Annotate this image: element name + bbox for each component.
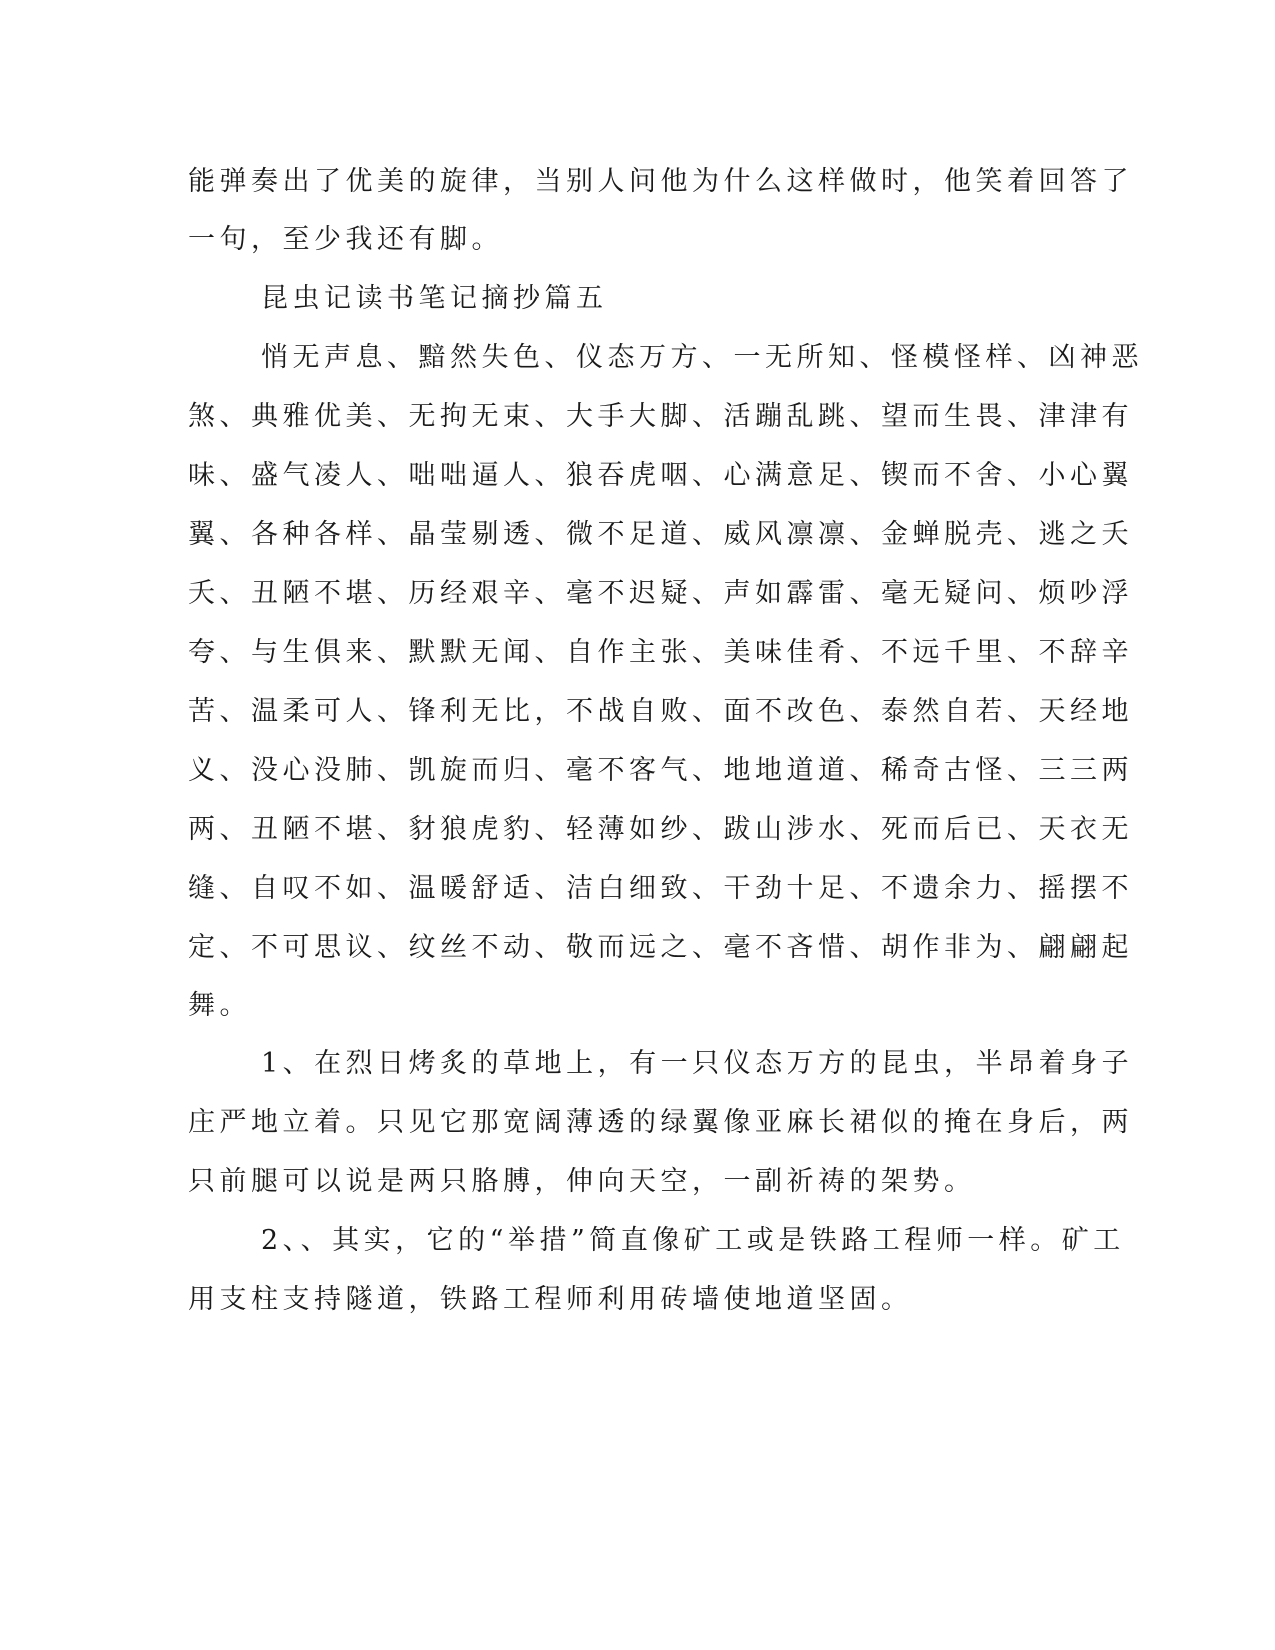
- text-line: 1、在烈日烤炙的草地上，有一只仪态万方的昆虫，半昂着身子: [261, 1048, 1134, 1079]
- section-heading: 昆虫记读书笔记摘抄篇五: [261, 283, 608, 314]
- text-line: 舞。: [188, 990, 251, 1021]
- text-line: 夭、丑陋不堪、历经艰辛、毫不迟疑、声如霹雷、毫无疑问、烦吵浮: [188, 578, 1133, 609]
- text-line: 味、盛气凌人、咄咄逼人、狼吞虎咽、心满意足、锲而不舍、小心翼: [188, 460, 1133, 491]
- text-line: 庄严地立着。只见它那宽阔薄透的绿翼像亚麻长裙似的掩在身后，两: [188, 1107, 1133, 1138]
- text-line: 2、、其实，它的“举措”简直像矿工或是铁路工程师一样。矿工: [261, 1225, 1125, 1256]
- text-line: 只前腿可以说是两只胳膊，伸向天空，一副祈祷的架势。: [188, 1166, 976, 1197]
- text-line: 定、不可思议、纹丝不动、敬而远之、毫不吝惜、胡作非为、翩翩起: [188, 932, 1133, 963]
- text-line: 能弹奏出了优美的旋律，当别人问他为什么这样做时，他笑着回答了: [188, 166, 1133, 197]
- text-line: 两、丑陋不堪、豺狼虎豹、轻薄如纱、跋山涉水、死而后已、天衣无: [188, 814, 1133, 845]
- text-line: 缝、自叹不如、温暖舒适、洁白细致、干劲十足、不遗余力、摇摆不: [188, 873, 1133, 904]
- text-line: 夸、与生俱来、默默无闻、自作主张、美味佳肴、不远千里、不辞辛: [188, 637, 1133, 668]
- text-line: 义、没心没肺、凯旋而归、毫不客气、地地道道、稀奇古怪、三三两: [188, 755, 1133, 786]
- text-line: 悄无声息、黯然失色、仪态万方、一无所知、怪模怪样、凶神恶: [261, 342, 1143, 373]
- text-line: 一句，至少我还有脚。: [188, 224, 503, 255]
- text-line: 苦、温柔可人、锋利无比，不战自败、面不改色、泰然自若、天经地: [188, 696, 1133, 727]
- text-line: 翼、各种各样、晶莹剔透、微不足道、威风凛凛、金蝉脱壳、逃之夭: [188, 519, 1133, 550]
- text-line: 煞、典雅优美、无拘无束、大手大脚、活蹦乱跳、望而生畏、津津有: [188, 401, 1133, 432]
- text-line: 用支柱支持隧道，铁路工程师利用砖墙使地道坚固。: [188, 1284, 913, 1315]
